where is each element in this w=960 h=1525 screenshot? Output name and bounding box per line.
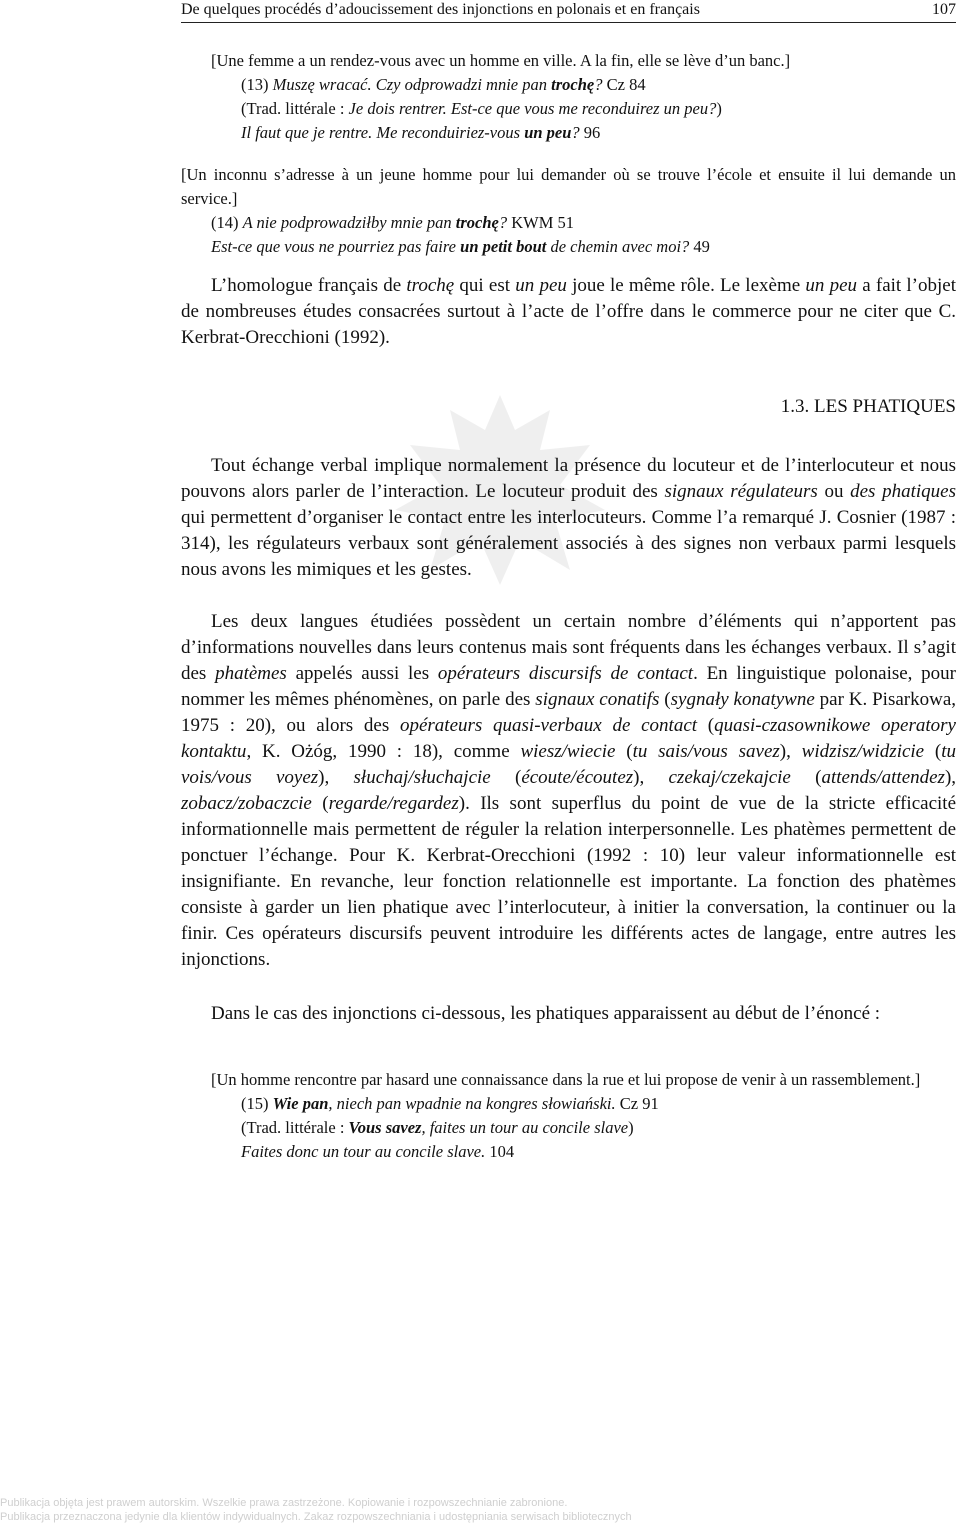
paragraph-injonctions: Dans le cas des injonctions ci-dessous, les phatiques apparaissent au début de l’énoncé : — [211, 1003, 881, 1024]
footer-line-1: Publikacja objęta jest prawem autorskim. Wszelkie prawa zastrzeżone. Kopiowanie i rozpowszechnianie zabronione. — [0, 1497, 568, 1509]
example-15-polish: (15) Wie pan, niech pan wpadnie na kongres słowiański. Cz 91 — [241, 1094, 659, 1113]
example-15-literal-translation: (Trad. littérale : Vous savez, faites un tour au concile slave) — [241, 1118, 634, 1137]
example-14-context: [Un inconnu s’adresse à un jeune homme pour lui demander où se trouve l’école et ensuite il lui demande un service.] — [181, 165, 956, 208]
example-14-polish: (14) A nie podprowadziłby mnie pan trochę? KWM 51 — [211, 213, 575, 232]
example-13-french: Il faut que je rentre. Me reconduiriez-vous un peu? 96 — [241, 123, 601, 142]
example-13-literal-translation: (Trad. littérale : Je dois rentrer. Est-ce que vous me reconduirez un peu?) — [241, 99, 722, 118]
example-15-context: [Un homme rencontre par hasard une connaissance dans la rue et lui propose de venir à un rassemblement.] — [211, 1070, 921, 1089]
example-14 — [181, 163, 956, 259]
paragraph-echange-verbal: Tout échange verbal implique normalement la présence du locuteur et de l’interlocuteur et nous pouvons alors parler de l’interaction. Le locuteur produit des signaux régulateurs ou des phatiques qui permettent d’organiser le contact entre les interlocuteurs. Comme l’a remarqué J. Cosnier (1987 : 314), les régulateurs verbaux sont généralement associés à des signes non verbaux parmi lesquels nous avons les mimiques et les gestes. — [181, 455, 956, 580]
example-13 — [211, 49, 956, 145]
copyright-footer — [0, 1496, 960, 1524]
section-heading: 1.3. LES PHATIQUES — [780, 396, 956, 417]
paragraph-phatemes: Les deux langues étudiées possèdent un certain nombre d’éléments qui n’apportent pas d’informations nouvelles dans leurs contenus mais sont fréquents dans les échanges verbaux. Il s’agit des phatèmes appelés aussi les opérateurs discursifs de contact. En linguistique polonaise, pour nommer les mêmes phénomènes, on parle des signaux conatifs (sygnały konatywne par K. Pisarkowa, 1975 : 20), ou alors des opérateurs quasi-verbaux de contact (quasi-czasownikowe operatory kontaktu, K. Ożóg, 1990 : 18), comme wiesz/wiecie (tu sais/vous savez), widzisz/widzicie (tu vois/vous voyez), słuchaj/słuchajcie (écoute/écoutez), czekaj/czekajcie (attends/attendez), zobacz/zobaczcie (regarde/regardez). Ils sont superflus du point de vue de la stricte efficacité informationnelle mais permettent de réguler la relation interpersonnelle. Les phatèmes permettent de ponctuer l’échange. Pour K. Kerbrat-Orecchioni (1992 : 10) leur valeur informationnelle est insignifiante. En revanche, leur fonction relationnelle est importante. La fonction des phatèmes consiste à garder un lien phatique avec l’interlocuteur, à initier la conversation, la continuer ou la finir. Ces opérateurs discursifs peuvent introduire les différents actes de langage, entre autres les injonctions. — [181, 611, 957, 970]
page-number: 107 — [932, 1, 956, 18]
example-13-context: [Une femme a un rendez-vous avec un homme en ville. A la fin, elle se lève d’un banc.] — [211, 51, 791, 70]
example-14-french: Est-ce que vous ne pourriez pas faire un petit bout de chemin avec moi? 49 — [211, 237, 710, 256]
footer-line-2: Publikacja przeznaczona jedynie dla klientów indywidualnych. Zakaz rozpowszechniania i udostępniania serwisach bibliotecznych — [0, 1511, 632, 1523]
header-title: De quelques procédés d’adoucissement des injonctions en polonais et en français — [181, 1, 700, 18]
example-15 — [211, 1068, 956, 1164]
paragraph-homologue: L’homologue français de trochę qui est un peu joue le même rôle. Le lexème un peu a fait l’objet de nombreuses études consacrées surtout à l’acte de l’offre dans le commerce pour ne citer que C. Kerbrat-Orecchioni (1992). — [181, 275, 956, 348]
example-15-french: Faites donc un tour au concile slave. 104 — [241, 1142, 515, 1161]
example-13-polish: (13) Muszę wracać. Czy odprowadzi mnie pan trochę? Cz 84 — [241, 75, 646, 94]
running-header — [181, 0, 956, 23]
